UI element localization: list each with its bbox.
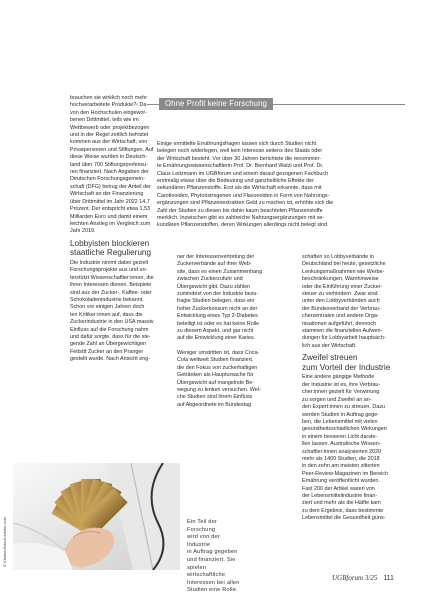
body-paragraph: ner der Interessenvertretung der Zuckerverbände auf ihrer Web- site, dass es einen Zusammenhang zwischen Zuckerzufuhr und Übergewicht gibt. Dazu zählen zumindest von der Industrie bezu- fragte Studien belegen, dass ein hoher Zuckerkonsum nicht an der Entwicklung eines Typ 2-Diabetes beteiligt ist oder es hat keine Rolle zu diesem Aspekt, und gar nicht auf die Entwicklung einer Karies.	[177, 254, 263, 342]
photo-caption: Ein Teil der Forschung wird von der Industrie in Auftrag gegeben und finanziert. Sie spielen wirtschaftliche Interessen bei allen Studien eine Rolle.	[187, 519, 240, 594]
money-hand-illustration	[13, 463, 180, 570]
body-paragraph: Eine andere gängige Methode der Industrie ist es, ihre Verbrau- cher:innen gezielt für Verwirrung zu sorgen und Zweifel an an- den Expert:innen zu streuen. Dazu werden Studien in Auftrag gege- ben, die Lebensmittel mit vielen gesundheitsschädlichen Wirkungen in einem besseren Licht darste- llen lassen. Australische Wissen- schaftler:innen analysierten 2020 mehr als 1400 Studien, die 2018 in den zehn am meisten zitierten Peer-Review-Magazinen im Bereich Ernährung veröffentlicht wurden. Fast 200 der Artikel waren von der Lebensmittelindustrie finan- ziert und mehr als die Hälfte kam zu dem Ergebnis, dass bestimmte Lebensmittel die Gesundheit güns-	[302, 374, 388, 522]
magazine-issue: UGBforum 3/25	[332, 574, 378, 582]
body-paragraph: Weniger umstritten ist, dass Coca- Cola weltweit Studien finanziert, die den Fokus von zuckerhaltigen Getränken als Hauptursache für Übergewicht auf mangelnde Be- wegung zu lenken versuchen. Wel- che Studien sind ihrem Einfluss auf Abgeordnete im Bundestag	[177, 349, 261, 408]
info-box-text: Einige ermittelte Ernährungsfragen lassen sich durch Studien nicht belegen noch widerlegen, weil kein Interesse seitens des Staats oder der Wirtschaft besteht. Vor über 30 Jahren berichtete die renommier- te Ernährungswissenschaftlerin Prof. Dr. Bernhard Watzl und Prof. Dr. Claus Leitzmann im UGBforum und einem darauf gezogenen Fachbuch erstmalig etwas über die Bedeutung und ganzheitliche Effekte der sekundären Pflanzenstoffe. Erst als die Wirtschaft erkannte, dass mit Carotinoiden, Phytoöstrogenen und Flavonoiden in Form von Nahrungs- ergänzungen sind Pflanzenextrakten Geld zu machen ist, erhöhte sich die Zahl der Studien zu diesen bis dahin kaum beachteten Pflanzenstoffe merklich. Inzwischen gibt es zahlreiche Nahrungsergänzungen mit se- kundären Pflanzenstoffen, deren Wirkungen allerdings nicht belegt sind.	[157, 141, 334, 229]
section-heading-lobbyisten: Lobbyisten blockieren staatliche Regulierung	[70, 238, 152, 258]
article-column-2	[177, 254, 290, 409]
page-footer	[332, 574, 394, 582]
intro-paragraph: brauchen sie wirklich noch mehr hochverarbeitete Produkte?‹ Da von den Hochschulen eingewor- benen Drittmittel, teils wie im Wettbewerb oder projektbezogen und in der Regel zeitlich befristet kommen aus der Wirtschaft, von Privatpersonen und Stiftungen. Auf diese Weise wurden in Deutsch- land über 700 Stiftungsprofessu- ren finanziert. Nach Angaben der Deutschen Forschungsgemein- schaft (DFG) betrug der Anteil der Wirtschaft an der Finanzierung über Drittmittel im Jahr 2022 14,7 Prozent. Der entspricht etwa 1,53 Milliarden Euro und damit einem leichten Anstieg im Vergleich zum Jahr 2019.	[70, 95, 154, 235]
info-box	[147, 99, 405, 229]
page-number: 111	[383, 575, 394, 582]
body-paragraph: Die Industrie nimmt dabei gezielt Forschungsprojekte aus und un- terstützt Wissenschaftler:innen, die ihren Interessen dienen. Beispiele sind aus der Zucker-, Kaffee- oder Schokoladenindustrie bekannt. Schon vor einigen Jahren doch ten Kritiker:innen auf, dass die Zuckerindustrie in den USA massiv Einfluss auf die Forschung nahm und dafür sorgte, dass für die ste- gende Zahl an Übergewichtigen Fettsttt Zucker an den Pranger gestellt wurde. Nach Ansicht eng-	[70, 259, 154, 363]
photo-credit: © Kimmerl/stock.adobe.com	[2, 516, 7, 567]
article-column-3	[302, 254, 414, 523]
body-paragraph: schaften so Lobbyverbände in Deutschland bei heute, gesetzliche Lenkungsmaßnahmen wie Werbe- beschränkungen, Warnhinweise oder die Einführung einer Zucker- steuer zu verhindern. Zwar sind unter den Lobbyverbänden auch der Bundesverband der Verbrau- cherzentralen und andere Orga- nisationen aufgeführt, dennoch stammen die finanziellen Aufwen- dungen für Lobbyarbeit hauptsäch- lich aus der Wirtschaft.	[302, 254, 386, 349]
info-box-title: Ohne Profit keine Forschung	[159, 98, 273, 110]
section-heading-zweifel: Zweifel streuen zum Vorteil der Industrie	[302, 353, 391, 372]
article-photo	[13, 463, 180, 570]
